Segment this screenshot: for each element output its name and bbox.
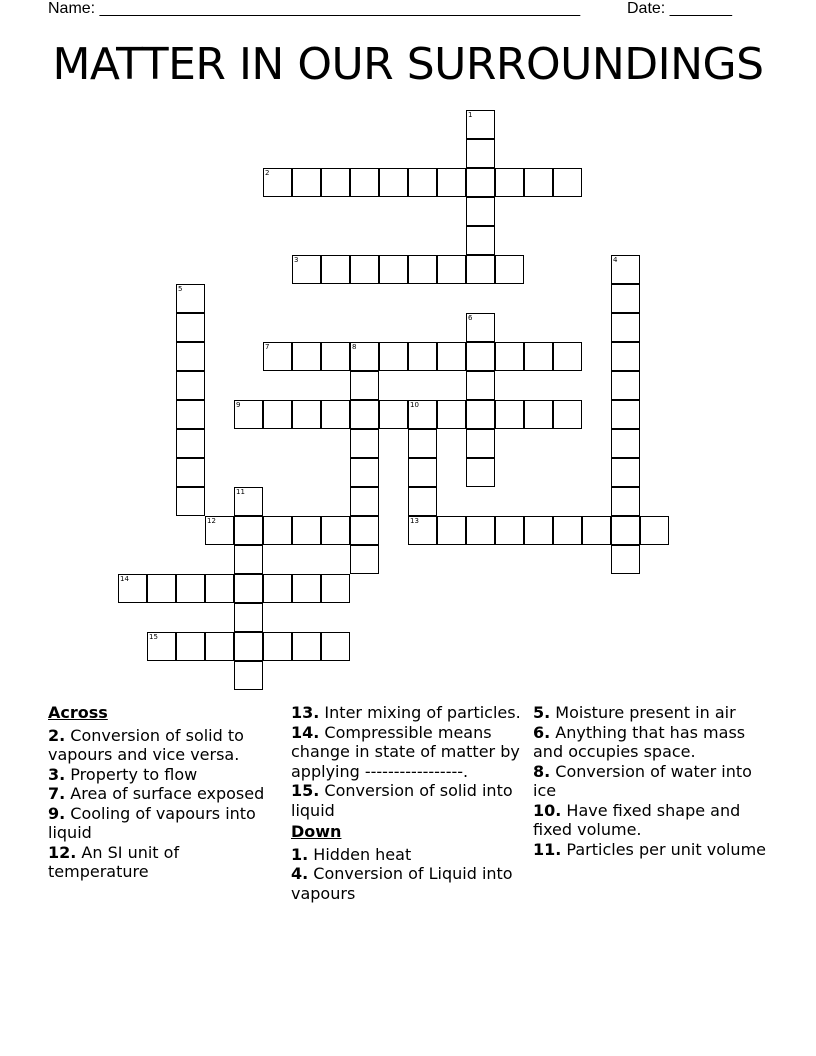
crossword-cell[interactable] <box>350 371 379 400</box>
crossword-cell[interactable] <box>553 342 582 371</box>
crossword-cell[interactable] <box>263 574 292 603</box>
crossword-cell[interactable] <box>292 574 321 603</box>
clue-text: Compressible means change in state of matter by applying -----------------. <box>291 722 520 781</box>
crossword-cell[interactable] <box>176 371 205 400</box>
crossword-cell[interactable] <box>466 516 495 545</box>
crossword-cell[interactable] <box>205 632 234 661</box>
clue-number-label: 6 <box>468 314 473 322</box>
clue-item <box>48 804 284 843</box>
crossword-cell[interactable] <box>495 400 524 429</box>
clue-number: 10. <box>533 800 562 820</box>
clue-number: 6. <box>533 722 551 742</box>
crossword-cell[interactable] <box>524 342 553 371</box>
clue-column-3 <box>533 703 769 859</box>
crossword-cell[interactable] <box>611 429 640 458</box>
clue-item <box>533 723 769 762</box>
crossword-cell[interactable] <box>234 603 263 632</box>
crossword-cell[interactable] <box>176 429 205 458</box>
crossword-cell[interactable] <box>176 400 205 429</box>
crossword-cell[interactable] <box>379 255 408 284</box>
crossword-cell[interactable] <box>466 371 495 400</box>
crossword-cell[interactable] <box>611 371 640 400</box>
crossword-cell[interactable] <box>611 400 640 429</box>
crossword-cell[interactable] <box>553 400 582 429</box>
crossword-cell[interactable] <box>408 458 437 487</box>
crossword-cell[interactable] <box>147 574 176 603</box>
crossword-cell[interactable] <box>408 342 437 371</box>
crossword-cell[interactable] <box>176 574 205 603</box>
down-clue-list <box>291 845 527 904</box>
crossword-cell[interactable] <box>321 516 350 545</box>
crossword-cell[interactable] <box>408 429 437 458</box>
clue-number: 13. <box>291 703 320 722</box>
crossword-cell[interactable] <box>437 255 466 284</box>
crossword-cell[interactable] <box>611 284 640 313</box>
clue-column-2 <box>291 703 527 903</box>
crossword-cell[interactable] <box>524 516 553 545</box>
clue-number: 8. <box>533 761 551 781</box>
crossword-cell[interactable] <box>495 168 524 197</box>
crossword-cell[interactable] <box>263 168 292 197</box>
clue-text: Area of surface exposed <box>65 784 265 803</box>
clue-number: 11. <box>533 839 562 859</box>
crossword-cell[interactable] <box>234 632 263 661</box>
crossword-cell[interactable] <box>263 516 292 545</box>
crossword-cell[interactable] <box>466 342 495 371</box>
clue-item <box>533 840 769 860</box>
clue-number: 15. <box>291 781 320 800</box>
crossword-cell[interactable] <box>466 197 495 226</box>
crossword-cell[interactable] <box>350 487 379 516</box>
clue-number: 14. <box>291 722 320 742</box>
crossword-cell[interactable] <box>234 545 263 574</box>
crossword-cell[interactable] <box>611 487 640 516</box>
crossword-cell[interactable] <box>466 458 495 487</box>
clue-number-label: 13 <box>410 517 419 525</box>
crossword-cell[interactable] <box>234 516 263 545</box>
crossword-cell[interactable] <box>292 400 321 429</box>
crossword-cell[interactable] <box>321 255 350 284</box>
crossword-cell[interactable] <box>292 342 321 371</box>
crossword-cell[interactable] <box>466 168 495 197</box>
clue-number-label: 3 <box>294 256 299 264</box>
crossword-cell[interactable] <box>292 255 321 284</box>
crossword-cell[interactable] <box>350 168 379 197</box>
crossword-cell[interactable] <box>524 400 553 429</box>
crossword-cell[interactable] <box>350 458 379 487</box>
crossword-cell[interactable] <box>437 516 466 545</box>
clue-column-1 <box>48 703 284 882</box>
clue-text: Have fixed shape and fixed volume. <box>533 800 741 839</box>
across-clue-list <box>48 726 284 882</box>
clue-number-label: 9 <box>236 401 241 409</box>
crossword-cell[interactable] <box>350 400 379 429</box>
crossword-cell[interactable] <box>466 313 495 342</box>
clue-text: Hidden heat <box>308 844 412 864</box>
crossword-cell[interactable] <box>553 168 582 197</box>
clue-item <box>533 703 769 723</box>
crossword-cell[interactable] <box>292 632 321 661</box>
crossword-cell[interactable] <box>379 342 408 371</box>
crossword-cell[interactable] <box>379 168 408 197</box>
crossword-cell[interactable] <box>495 516 524 545</box>
name-field-label[interactable]: Name: ______________________________________________________ <box>48 0 581 17</box>
crossword-cell[interactable] <box>321 342 350 371</box>
crossword-cell[interactable] <box>408 255 437 284</box>
clue-item <box>48 784 284 804</box>
crossword-cell[interactable] <box>176 487 205 516</box>
clue-number-label: 12 <box>207 517 216 525</box>
crossword-cell[interactable] <box>582 516 611 545</box>
crossword-cell[interactable] <box>176 458 205 487</box>
crossword-cell[interactable] <box>292 168 321 197</box>
across-clue-list-continued <box>291 703 527 820</box>
crossword-cell[interactable] <box>466 110 495 139</box>
crossword-cell[interactable] <box>350 429 379 458</box>
crossword-cell[interactable] <box>437 168 466 197</box>
crossword-cell[interactable] <box>321 400 350 429</box>
crossword-cell[interactable] <box>205 516 234 545</box>
crossword-cell[interactable] <box>466 255 495 284</box>
crossword-cell[interactable] <box>350 545 379 574</box>
clue-number-label: 14 <box>120 575 129 583</box>
clue-item <box>291 864 527 903</box>
crossword-cell[interactable] <box>524 168 553 197</box>
crossword-cell[interactable] <box>611 516 640 545</box>
clue-number: 4. <box>291 864 309 883</box>
crossword-cell[interactable] <box>350 255 379 284</box>
clue-item <box>48 843 284 882</box>
clue-text: Particles per unit volume <box>561 839 766 859</box>
clue-number: 7. <box>48 784 66 803</box>
crossword-cell[interactable] <box>321 632 350 661</box>
crossword-cell[interactable] <box>437 342 466 371</box>
crossword-cell[interactable] <box>118 574 147 603</box>
crossword-cell[interactable] <box>350 342 379 371</box>
clue-number-label: 7 <box>265 343 270 351</box>
clue-item <box>48 765 284 785</box>
clue-item <box>291 703 527 723</box>
crossword-cell[interactable] <box>408 516 437 545</box>
crossword-cell[interactable] <box>263 632 292 661</box>
clue-item <box>291 723 527 782</box>
crossword-cell[interactable] <box>205 574 234 603</box>
clue-number-label: 8 <box>352 343 357 351</box>
clue-number: 12. <box>48 842 77 862</box>
clue-item <box>533 762 769 801</box>
clue-text: An SI unit of temperature <box>48 842 180 881</box>
crossword-cell[interactable] <box>234 661 263 690</box>
clue-number-label: 1 <box>468 111 473 119</box>
clue-number: 3. <box>48 764 66 784</box>
down-clue-list-continued <box>533 703 769 859</box>
crossword-cell[interactable] <box>292 516 321 545</box>
clue-number-label: 11 <box>236 488 245 496</box>
crossword-cell[interactable] <box>611 255 640 284</box>
clue-text: Conversion of Liquid into vapours <box>291 864 513 903</box>
crossword-cell[interactable] <box>321 574 350 603</box>
crossword-cell[interactable] <box>379 400 408 429</box>
clue-item <box>533 801 769 840</box>
clue-number-label: 15 <box>149 633 158 641</box>
crossword-cell[interactable] <box>437 400 466 429</box>
crossword-cell[interactable] <box>176 632 205 661</box>
page-title: MATTER IN OUR SURROUNDINGS <box>52 39 764 90</box>
clue-text: Anything that has mass and occupies space. <box>533 722 746 761</box>
clue-text: Moisture present in air <box>550 703 736 722</box>
crossword-cell[interactable] <box>466 226 495 255</box>
across-heading: Across <box>48 703 108 722</box>
crossword-cell[interactable] <box>495 342 524 371</box>
clue-item <box>291 781 527 820</box>
crossword-cell[interactable] <box>611 545 640 574</box>
crossword-cell[interactable] <box>611 313 640 342</box>
crossword-cell[interactable] <box>466 429 495 458</box>
clue-text: Cooling of vapours into liquid <box>48 803 256 842</box>
crossword-cell[interactable] <box>321 168 350 197</box>
down-heading: Down <box>291 822 342 841</box>
clue-number: 2. <box>48 725 66 745</box>
crossword-cell[interactable] <box>611 458 640 487</box>
crossword-cell[interactable] <box>350 516 379 545</box>
clue-item <box>291 845 527 865</box>
crossword-cell[interactable] <box>176 313 205 342</box>
crossword-cell[interactable] <box>234 574 263 603</box>
clue-text: Conversion of water into ice <box>533 761 752 800</box>
crossword-cell[interactable] <box>495 255 524 284</box>
crossword-cell[interactable] <box>466 400 495 429</box>
crossword-cell[interactable] <box>408 168 437 197</box>
clue-text: Conversion of solid to vapours and vice versa. <box>48 725 244 764</box>
crossword-cell[interactable] <box>147 632 176 661</box>
crossword-cell[interactable] <box>234 400 263 429</box>
crossword-cell[interactable] <box>263 400 292 429</box>
clue-number-label: 4 <box>613 256 618 264</box>
crossword-cell[interactable] <box>640 516 669 545</box>
crossword-cell[interactable] <box>176 284 205 313</box>
crossword-cell[interactable] <box>408 487 437 516</box>
crossword-cell[interactable] <box>408 400 437 429</box>
clue-number: 1. <box>291 844 309 864</box>
clue-number-label: 5 <box>178 285 183 293</box>
clue-number: 9. <box>48 803 66 823</box>
crossword-cell[interactable] <box>263 342 292 371</box>
clue-item <box>48 726 284 765</box>
clue-text: Inter mixing of particles. <box>319 703 521 722</box>
clue-number: 5. <box>533 703 551 722</box>
clue-number-label: 10 <box>410 401 419 409</box>
clue-number-label: 2 <box>265 169 270 177</box>
clue-text: Property to flow <box>65 764 198 784</box>
clue-text: Conversion of solid into liquid <box>291 781 513 820</box>
crossword-cell[interactable] <box>234 487 263 516</box>
crossword-cell[interactable] <box>466 139 495 168</box>
crossword-cell[interactable] <box>176 342 205 371</box>
date-field-label[interactable]: Date: _______ <box>627 0 732 17</box>
crossword-cell[interactable] <box>611 342 640 371</box>
crossword-cell[interactable] <box>553 516 582 545</box>
